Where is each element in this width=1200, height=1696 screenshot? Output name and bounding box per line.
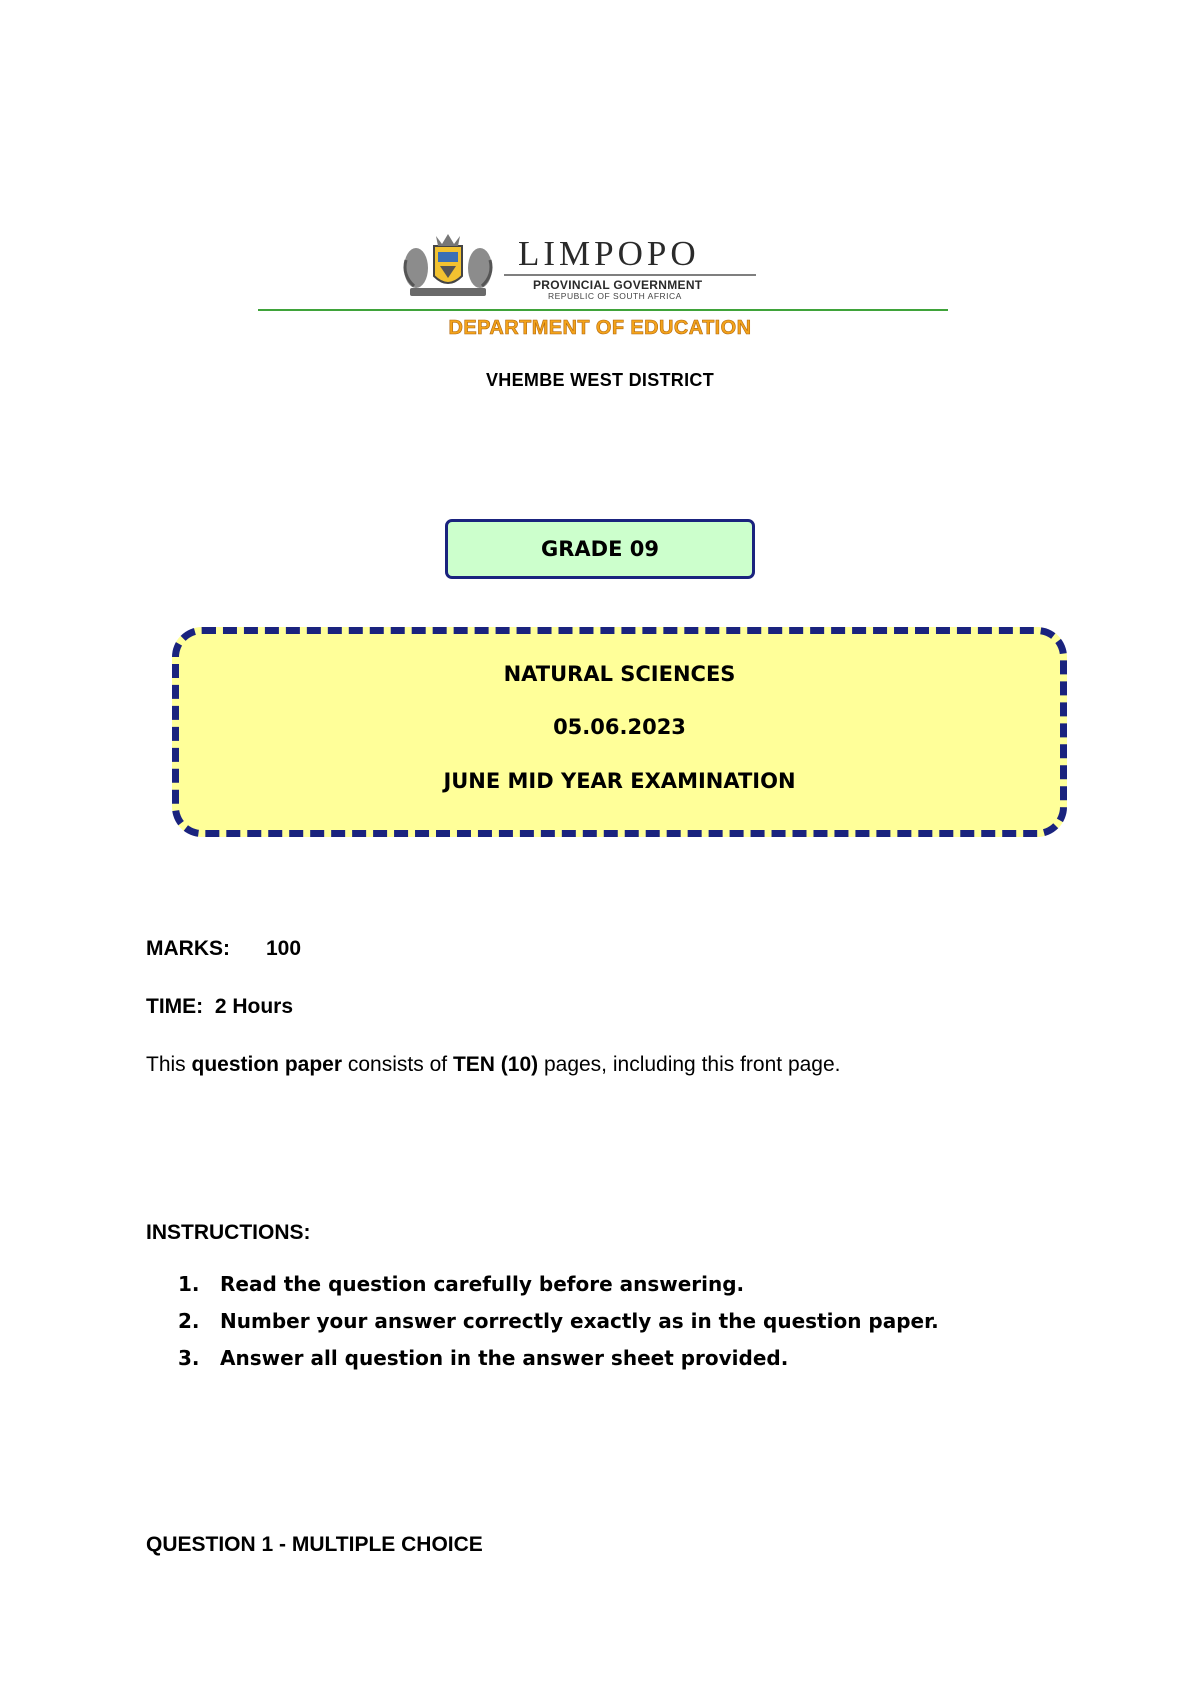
instruction-item (178, 1346, 939, 1383)
instruction-number: 2. (178, 1309, 200, 1333)
marks-line (146, 937, 301, 961)
grade-box (445, 519, 755, 579)
instruction-text: Answer all question in the answer sheet provided. (220, 1346, 789, 1370)
exam-title-box (172, 627, 1067, 837)
instructions-heading: INSTRUCTIONS: (146, 1221, 311, 1244)
coat-of-arms-icon (400, 230, 496, 300)
grade-label: GRADE 09 (541, 537, 659, 561)
brand-underline (504, 274, 756, 276)
pages-bold-1: question paper (191, 1053, 343, 1076)
brand-country: REPUBLIC OF SOUTH AFRICA (548, 291, 682, 301)
instruction-text: Read the question carefully before answering. (220, 1272, 745, 1296)
pages-statement (146, 1053, 841, 1077)
brand-name: LIMPOPO (518, 234, 700, 273)
time-value: 2 Hours (214, 995, 294, 1018)
department-title: DEPARTMENT OF EDUCATION (448, 317, 752, 339)
header-divider (258, 309, 948, 311)
brand-subtitle: PROVINCIAL GOVERNMENT (533, 278, 703, 292)
instruction-number: 1. (178, 1272, 200, 1296)
exam-date: 05.06.2023 (553, 715, 686, 739)
pages-bold-2: TEN (10) (452, 1053, 539, 1076)
district-name: VHEMBE WEST DISTRICT (485, 370, 714, 390)
time-label: TIME: (146, 995, 204, 1018)
marks-value: 100 (266, 937, 302, 960)
exam-name: JUNE MID YEAR EXAMINATION (443, 769, 796, 793)
instruction-text: Number your answer correctly exactly as in the question paper. (220, 1309, 939, 1333)
pages-text-3: pages, including this front page. (538, 1053, 841, 1076)
instruction-item (178, 1309, 939, 1346)
pages-text-1: This (146, 1053, 192, 1076)
marks-label: MARKS: (146, 937, 230, 960)
instruction-number: 3. (178, 1346, 200, 1370)
limpopo-logo (400, 230, 760, 300)
subject-title: NATURAL SCIENCES (503, 662, 736, 686)
pages-text-2: consists of (342, 1053, 453, 1076)
time-line (146, 995, 293, 1019)
instruction-item (178, 1272, 939, 1309)
instructions-list (178, 1272, 939, 1383)
question-1-heading: QUESTION 1 - MULTIPLE CHOICE (146, 1533, 483, 1556)
